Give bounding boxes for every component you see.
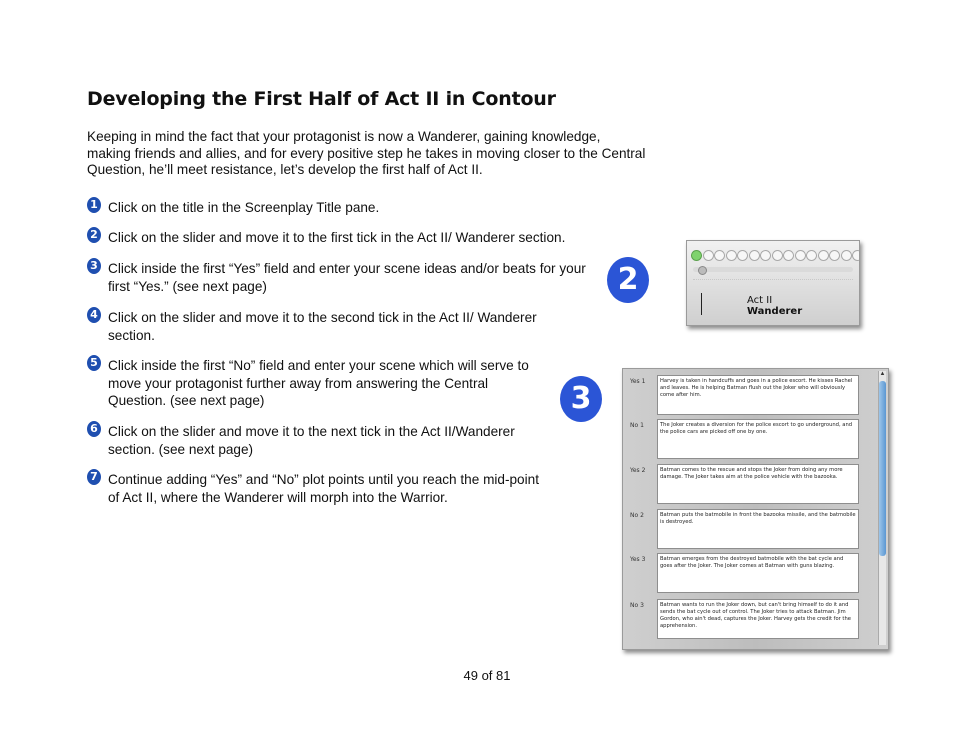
step-number-badge: 6 — [87, 421, 101, 437]
row-label: Yes 3 — [630, 556, 646, 563]
tick-dot — [795, 250, 806, 261]
tick-dot — [760, 250, 771, 261]
tick-dot — [749, 250, 760, 261]
row-text: Batman puts the batmobile in front the bazooka missile, and the batmobile is destroyed. — [657, 509, 859, 549]
plot-points-screenshot — [622, 368, 889, 650]
slider-screenshot — [686, 240, 860, 326]
scroll-up-arrow-icon: ▲ — [879, 371, 886, 377]
tick-ruler — [693, 279, 853, 286]
step-text: Click inside the first “No” field and enter your scene which will serve to move your protagonist further away from answering the Central Question. (see next page) — [108, 358, 529, 408]
tick-dot — [714, 250, 725, 261]
act-name: Act II — [747, 295, 773, 306]
tick-dot — [783, 250, 794, 261]
tick-dot — [703, 250, 714, 261]
row-text: Batman comes to the rescue and stops the Joker from doing any more damage. The Joker takes aim at the police vehicle with the bazooka. — [657, 464, 859, 504]
act-section: Wanderer — [747, 306, 803, 317]
step-number-badge: 1 — [87, 197, 101, 213]
row-text: Batman wants to run the Joker down, but can't bring himself to do it and sends the bat cycle out of control. The Joker tries to attack Batman. Jim Gordon, who ain't dead, captures the Joker. Harvey gets the credit for the apprehension. — [657, 599, 859, 639]
step-number-badge: 7 — [87, 469, 101, 485]
row-label: Yes 2 — [630, 467, 646, 474]
slider-track — [693, 267, 853, 272]
text-cursor — [701, 293, 702, 315]
step-text: Continue adding “Yes” and “No” plot points until you reach the mid-point of Act II, where the Wanderer will morph into the Warrior. — [108, 472, 539, 505]
page-title: Developing the First Half of Act II in Contour — [87, 88, 556, 110]
row-label: No 3 — [630, 602, 644, 609]
row-text: The Joker creates a diversion for the police escort to go underground, and the police cars are picked off one by one. — [657, 419, 859, 459]
tick-dot — [691, 250, 702, 261]
step-7 — [87, 471, 542, 506]
step-text: Click inside the first “Yes” field and enter your scene ideas and/or beats for your first “Yes.” (see next page) — [108, 261, 586, 294]
scrollbar — [878, 371, 886, 645]
tick-dot — [829, 250, 840, 261]
slider-knob — [698, 266, 707, 275]
step-text: Click on the slider and move it to the first tick in the Act II/ Wanderer section. — [108, 230, 566, 245]
scroll-thumb — [879, 381, 886, 556]
tick-dot — [726, 250, 737, 261]
page-number: 49 of 81 — [463, 668, 511, 683]
step-text: Click on the slider and move it to the next tick in the Act II/Wanderer section. (see next page) — [108, 424, 515, 457]
row-text: Batman emerges from the destroyed batmobile with the bat cycle and goes after the Joker. The Joker comes at Batman with guns blazing. — [657, 553, 859, 593]
row-label: No 2 — [630, 512, 644, 519]
tick-dot — [737, 250, 748, 261]
tick-dot — [841, 250, 852, 261]
step-3 — [87, 260, 587, 295]
callout-badge-list: 3 — [560, 376, 602, 422]
row-label: Yes 1 — [630, 378, 646, 385]
step-5 — [87, 357, 542, 410]
tick-dot — [852, 250, 860, 261]
tick-dot — [818, 250, 829, 261]
step-number-badge: 4 — [87, 307, 101, 323]
intro-paragraph: Keeping in mind the fact that your protagonist is now a Wanderer, gaining knowledge, making friends and allies, and for every positive step he takes in moving closer to the Central Question, he’ll meet resistance, let’s develop the first half of Act II. — [87, 129, 646, 177]
step-text: Click on the slider and move it to the second tick in the Act II/ Wanderer section. — [108, 310, 537, 343]
act-label — [747, 295, 847, 317]
callout-badge-slider: 2 — [607, 257, 649, 303]
step-4 — [87, 309, 577, 344]
step-1 — [87, 199, 627, 217]
step-6 — [87, 423, 547, 458]
step-text: Click on the title in the Screenplay Title pane. — [108, 200, 380, 215]
step-number-badge: 2 — [87, 227, 101, 243]
tick-dot — [772, 250, 783, 261]
row-text: Harvey is taken in handcuffs and goes in a police escort. He kisses Rachel and leaves. He is helping Batman flush out the Joker who will obviously come after him. — [657, 375, 859, 415]
slider-ticks — [691, 250, 860, 261]
step-number-badge: 3 — [87, 258, 101, 274]
step-2 — [87, 229, 627, 247]
row-label: No 1 — [630, 422, 644, 429]
tick-dot — [806, 250, 817, 261]
step-number-badge: 5 — [87, 355, 101, 371]
